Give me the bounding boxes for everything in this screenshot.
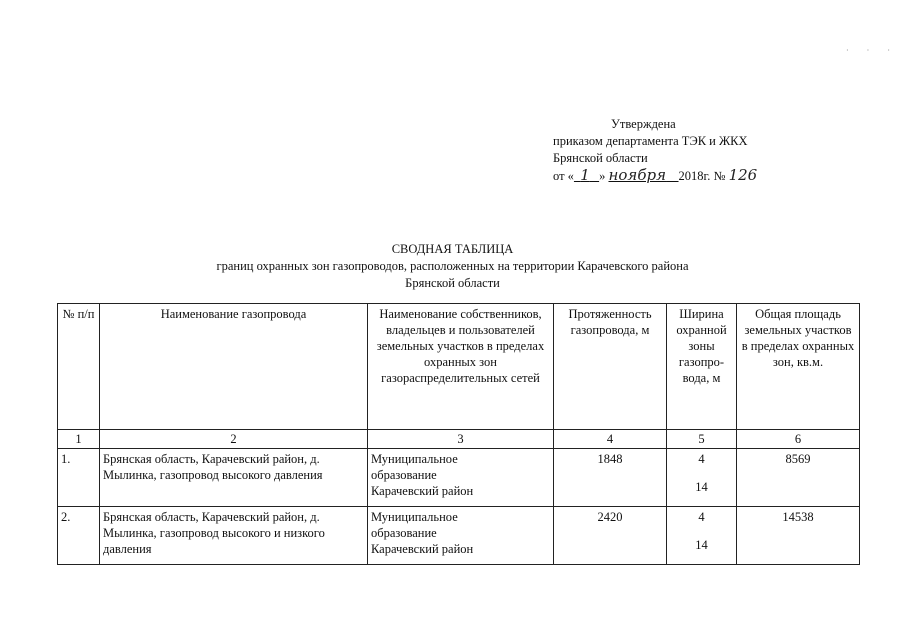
row-area: 14538	[737, 507, 860, 565]
row-num: 2.	[58, 507, 100, 565]
document-title	[0, 241, 905, 292]
row-area: 8569	[737, 449, 860, 507]
table-row	[58, 449, 860, 507]
col-number: 5	[667, 430, 737, 449]
col-number: 2	[100, 430, 368, 449]
header-width: Ширина охранной зоны газопро-вода, м	[667, 304, 737, 430]
title-subtitle: границ охранных зон газопроводов, расположенных на территории Карачевского района	[216, 259, 689, 273]
approval-order: приказом департамента ТЭК и ЖКХ	[553, 134, 748, 148]
approval-block	[553, 116, 757, 185]
row-width: 4 14	[667, 507, 737, 565]
row-pipeline: Брянская область, Карачевский район, д. Мылинка, газопровод высокого и низкого давления	[100, 507, 368, 565]
row-pipeline: Брянская область, Карачевский район, д. Мылинка, газопровод высокого давления	[100, 449, 368, 507]
table-row	[58, 507, 860, 565]
row-length: 1848	[554, 449, 667, 507]
row-num: 1.	[58, 449, 100, 507]
row-width: 4 14	[667, 449, 737, 507]
col-number: 4	[554, 430, 667, 449]
scan-marks: · · ·	[846, 46, 898, 55]
header-num: № п/п	[58, 304, 100, 430]
row-owner: Муниципальное образование Карачевский район	[368, 449, 554, 507]
row-length: 2420	[554, 507, 667, 565]
col-number: 3	[368, 430, 554, 449]
column-number-row	[58, 430, 860, 449]
title-region: Брянской области	[405, 276, 500, 290]
order-number: 126	[728, 166, 758, 184]
col-number: 1	[58, 430, 100, 449]
title-main: СВОДНАЯ ТАБЛИЦА	[391, 242, 514, 256]
header-pipeline: Наименование газопровода	[100, 304, 368, 430]
approval-region: Брянской области	[553, 151, 648, 165]
header-area: Общая площадь земельных участков в пределах охранных зон, кв.м.	[737, 304, 860, 430]
approval-date: от « 1 » ноября 2018г. № 126	[553, 166, 758, 184]
header-length: Протяженность газопровода, м	[554, 304, 667, 430]
date-day: 1	[580, 166, 590, 184]
row-owner: Муниципальное образование Карачевский район	[368, 507, 554, 565]
approval-title: Утверждена	[611, 117, 676, 131]
summary-table	[57, 303, 860, 565]
table-header-row	[58, 304, 860, 430]
header-owners: Наименование собственников, владельцев и пользователей земельных участков в пределах охранных зон газораспределительных сетей	[368, 304, 554, 430]
col-number: 6	[737, 430, 860, 449]
date-month: ноября	[608, 166, 667, 184]
